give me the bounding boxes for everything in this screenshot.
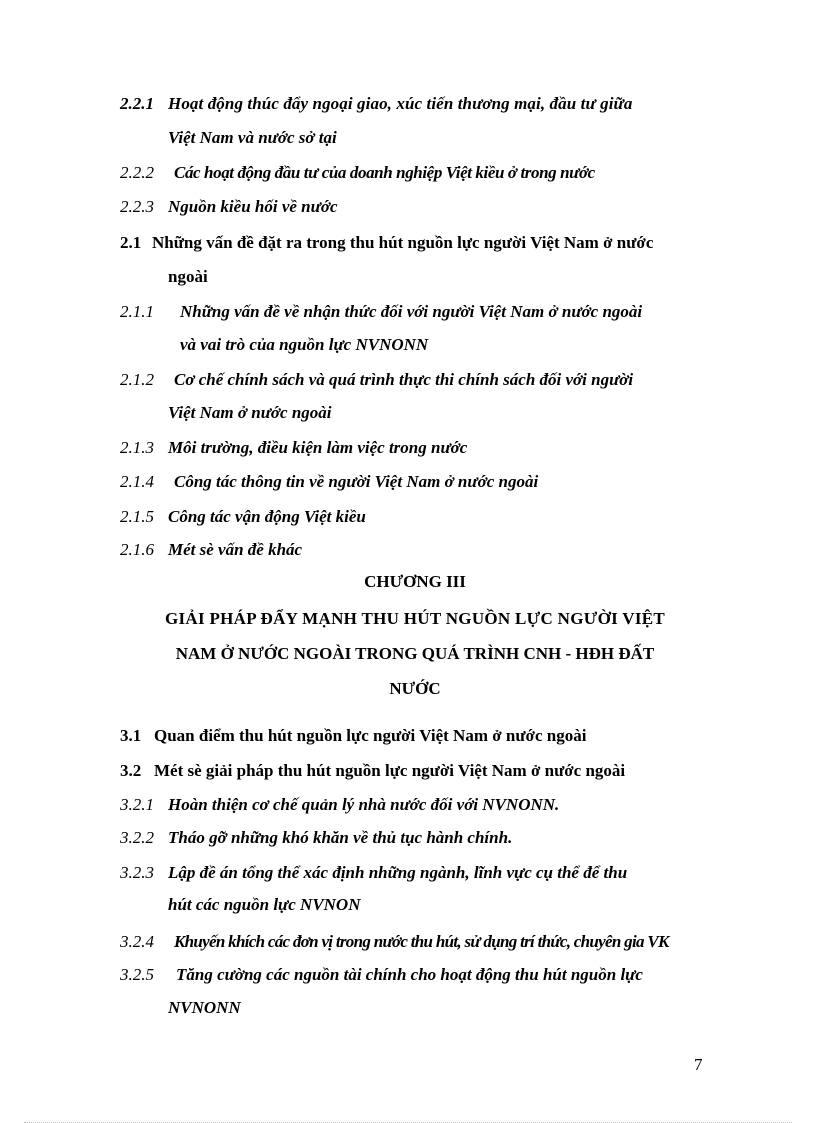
entry-title: Lập đề án tổng thể xác định những ngành, lĩnh vực cụ thể để thu bbox=[168, 863, 628, 882]
entry-number: 2.1.1 bbox=[120, 302, 154, 321]
entry-number: 3.2.4 bbox=[120, 932, 154, 951]
entry-title: Việt Nam và nước sở tại bbox=[168, 128, 337, 147]
entry-number: 3.1 bbox=[120, 726, 142, 745]
entry-number: 3.2.2 bbox=[120, 828, 154, 847]
chapter-label: CHƯƠNG III bbox=[364, 572, 466, 591]
entry-title: Quan điểm thu hút nguồn lực người Việt Nam ở nước ngoài bbox=[154, 726, 587, 745]
entry-title: Cơ chế chính sách và quá trình thực thi chính sách đối với người bbox=[174, 370, 634, 389]
entry-title: NVNONN bbox=[168, 998, 241, 1017]
entry-number: 3.2.5 bbox=[120, 965, 154, 984]
entry-title: Công tác vận động Việt kiều bbox=[168, 507, 366, 526]
entry-title: Những vấn đề về nhận thức đối với người Việt Nam ở nước ngoài bbox=[180, 302, 643, 321]
entry-number: 2.2.3 bbox=[120, 197, 154, 216]
page-number: 7 bbox=[694, 1055, 703, 1074]
entry-title: Tháo gỡ những khó khăn về thủ tục hành chính. bbox=[168, 828, 513, 847]
entry-title: Việt Nam ở nước ngoài bbox=[168, 403, 332, 422]
entry-number: 2.1.4 bbox=[120, 472, 154, 491]
entry-number: 2.1.6 bbox=[120, 540, 154, 559]
entry-number: 2.1.2 bbox=[120, 370, 154, 389]
entry-title: Nguồn kiều hối về nước bbox=[168, 197, 338, 216]
entry-number: 2.2.2 bbox=[120, 163, 154, 182]
chapter-title-line: GIẢI PHÁP ĐẨY MẠNH THU HÚT NGUỒN LỰC NGƯỜI VIỆT bbox=[164, 609, 666, 628]
entry-title: Tăng cường các nguồn tài chính cho hoạt động thu hút nguồn lực bbox=[176, 965, 643, 984]
entry-number: 2.1.5 bbox=[120, 507, 154, 526]
entry-title: và vai trò của nguồn lực NVNONN bbox=[180, 335, 429, 354]
entry-title: Hoạt động thúc đẩy ngoại giao, xúc tiến thương mại, đầu tư giữa bbox=[168, 94, 633, 113]
entry-title: Hoàn thiện cơ chế quản lý nhà nước đối với NVNONN. bbox=[168, 795, 560, 814]
entry-title: hút các nguồn lực NVNON bbox=[168, 895, 361, 914]
entry-number: 3.2 bbox=[120, 761, 142, 780]
entry-title: Những vấn đề đặt ra trong thu hút nguồn lực người Việt Nam ở nước bbox=[152, 233, 654, 252]
entry-title: Mét sè vấn đề khác bbox=[168, 540, 303, 559]
entry-number: 3.2.3 bbox=[120, 863, 154, 882]
entry-title: ngoài bbox=[168, 267, 208, 286]
entry-title: Mét sè giải pháp thu hút nguồn lực người Việt Nam ở nước ngoài bbox=[154, 761, 626, 780]
entry-number: 2.1.3 bbox=[120, 438, 154, 457]
entry-title: Khuyến khích các đơn vị trong nước thu hút, sử dụng trí thức, chuyên gia VK bbox=[174, 932, 669, 951]
entry-number: 3.2.1 bbox=[120, 795, 154, 814]
entry-title: Các hoạt động đầu tư của doanh nghiệp Việt kiều ở trong nước bbox=[174, 163, 595, 182]
chapter-title-line: NƯỚC bbox=[389, 679, 441, 698]
entry-number: 2.1 bbox=[120, 233, 142, 252]
entry-title: Môi trường, điều kiện làm việc trong nước bbox=[168, 438, 468, 457]
chapter-title-line: NAM Ở NƯỚC NGOÀI TRONG QUÁ TRÌNH CNH - HĐH ĐẤT bbox=[175, 644, 655, 663]
entry-number: 2.2.1 bbox=[120, 94, 154, 113]
entry-title: Công tác thông tin về người Việt Nam ở nước ngoài bbox=[174, 472, 539, 491]
